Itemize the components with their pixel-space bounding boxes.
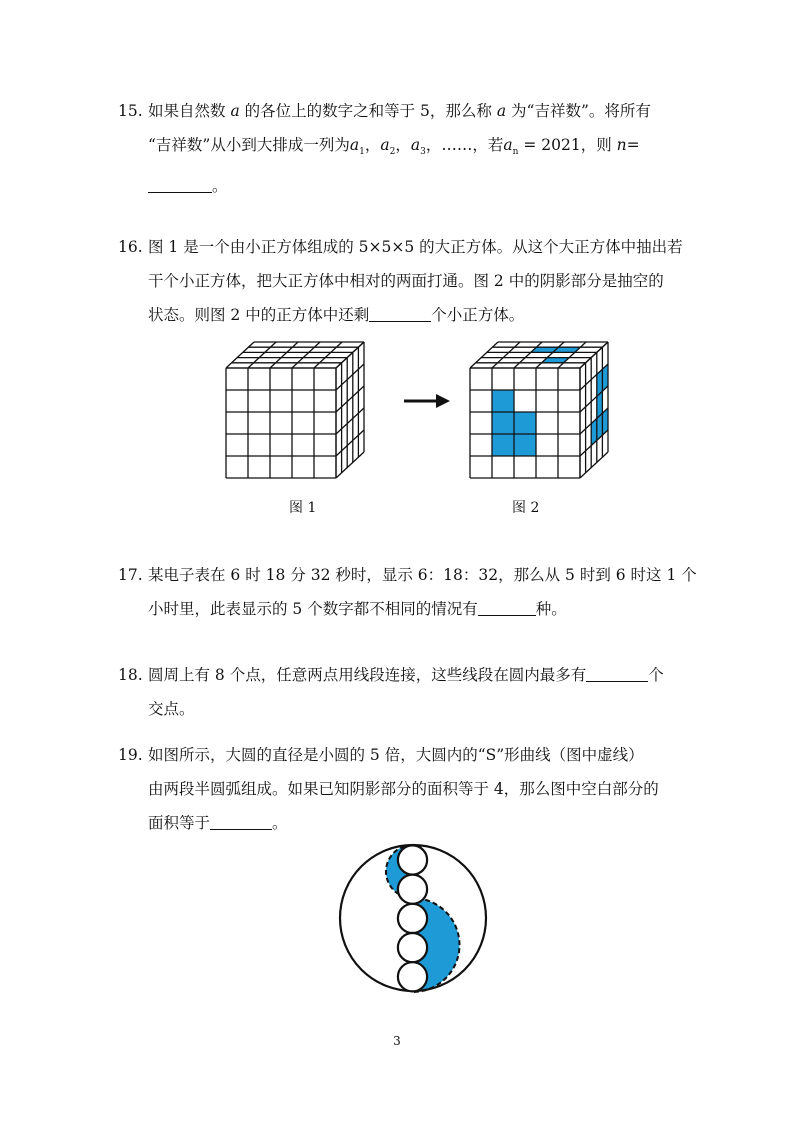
figure-caption-2: 图 2 — [512, 500, 540, 516]
question-text-line: 状态。则图 2 中的正方体中还剩 个小正方体。 — [148, 306, 525, 324]
cube-figure-2 — [466, 332, 626, 482]
question-text-line: “吉祥数”从小到大排成一列为$a_1$，$a_2$，$a_3$，……，若$a_n = 2021$，则 n= — [148, 136, 640, 158]
cube-figure-1 — [222, 332, 382, 482]
right-arrow-icon — [402, 391, 452, 411]
hollow-cell — [492, 434, 514, 456]
question-text-line: 圆周上有 8 个点，任意两点用线段连接，这些线段在圆内最多有 个 — [148, 666, 664, 684]
answer-blank[interactable] — [586, 665, 648, 682]
hollow-cell — [492, 390, 514, 412]
question-text-line: 如果自然数 a 的各位上的数字之和等于 5，那么称 a 为“吉祥数”。将所有 — [148, 102, 651, 120]
question-text-line: 干个小正方体，把大正方体中相对的两面打通。图 2 中的阴影部分是抽空的 — [148, 272, 664, 290]
question-number: 16. — [118, 238, 143, 256]
hollow-cell — [514, 434, 536, 456]
small-circles — [398, 845, 427, 991]
question-text-line: 。 — [118, 169, 678, 203]
question-15 — [118, 94, 678, 203]
question-number: 18. — [118, 666, 143, 684]
question-16 — [118, 230, 683, 332]
question-text-line: 由两段半圆弧组成。如果已知阴影部分的面积等于 4，那么图中空白部分的 — [148, 780, 659, 798]
page-number: 3 — [393, 1034, 401, 1048]
cube-grid — [226, 342, 364, 478]
answer-blank[interactable] — [210, 813, 272, 830]
cube-grid — [470, 342, 608, 478]
question-text-line: 面积等于 。 — [148, 814, 288, 832]
hollow-cell — [514, 412, 536, 434]
figure-caption-1: 图 1 — [289, 500, 317, 516]
question-text-line: 如图所示，大圆的直径是小圆的 5 倍，大圆内的“S”形曲线（图中虚线） — [148, 746, 644, 764]
question-19 — [118, 738, 678, 840]
question-text-line: 某电子表在 6 时 18 分 32 秒时，显示 6：18：32，那么从 5 时到 6 时这 1 个 — [148, 566, 697, 584]
question-18 — [118, 658, 678, 726]
question-number: 15. — [118, 102, 143, 120]
question-number: 17. — [118, 566, 143, 584]
answer-blank[interactable] — [369, 305, 431, 322]
question-text-line: 交点。 — [148, 700, 195, 718]
question-text-line: 图 1 是一个由小正方体组成的 5×5×5 的大正方体。从这个大正方体中抽出若 — [148, 238, 683, 256]
answer-blank[interactable] — [478, 599, 536, 616]
hollow-cell — [492, 412, 514, 434]
answer-blank[interactable] — [148, 176, 212, 193]
question-text-line: 小时里，此表显示的 5 个数字都不相同的情况有 种。 — [148, 600, 567, 618]
circle-s-curve-figure — [335, 840, 495, 1000]
question-number: 19. — [118, 746, 143, 764]
question-17 — [118, 558, 697, 626]
